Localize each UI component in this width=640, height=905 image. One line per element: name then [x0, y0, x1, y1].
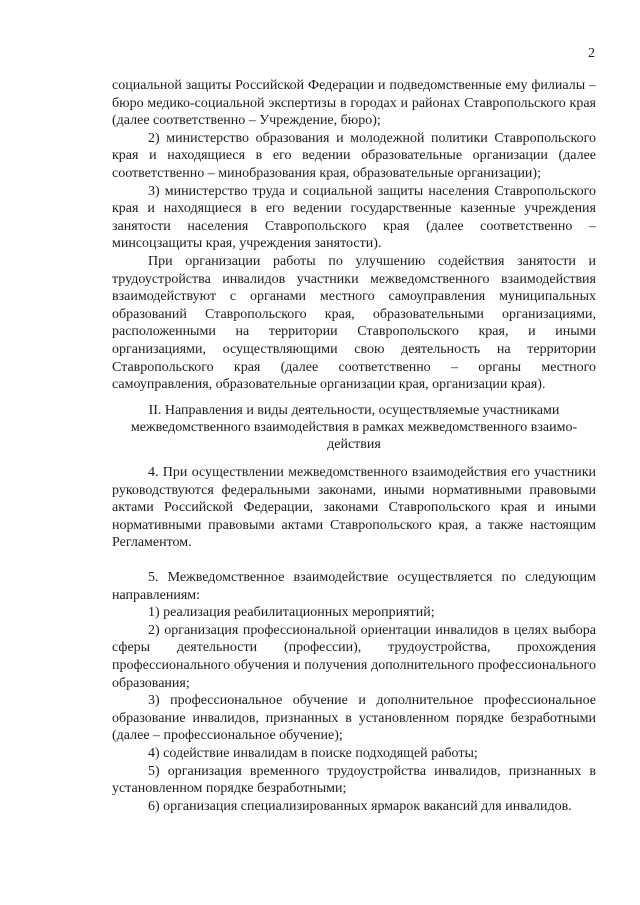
paragraph-organization-work: При организации работы по улучшению содействия занятости и трудоустройства инвалидов участники межведомственного взаимодействия взаимодействуют с органами местного самоуправления муниципальных образований Ставропольского края, образовательными организациями, расположенными на территории Ставропольского края, и иными организациями, осуществляющими свою деятельность на территории Ставропольского края (далее соответственно – органы местного самоуправления, образовательные организации края, организации края). [112, 253, 596, 393]
paragraph-item-2: 2) министерство образования и молодежной политики Ставропольского края и находящиеся в его ведении образовательные организации (далее соответственно – минобразования края, образовательные организации); [112, 130, 596, 181]
text-block-intro [112, 77, 596, 394]
section-heading-line-3: действия [327, 437, 381, 452]
text-block-point-5 [112, 569, 596, 815]
list-item-2: 2) организация профессиональной ориентации инвалидов в целях выбора сферы деятельности (профессии), трудоустройства, прохождения профессионального обучения и получения дополнительного профессионального образования; [112, 622, 596, 691]
list-item-1: 1) реализация реабилитационных мероприятий; [148, 605, 435, 621]
list-item-4: 4) содействие инвалидам в поиске подходящей работы; [148, 745, 478, 761]
list-item-3: 3) профессиональное обучение и дополнительное профессиональное образование инвалидов, признанных в установленном порядке безработными (далее – профессиональное обучение); [112, 693, 596, 744]
paragraph-point-4: 4. При осуществлении межведомственного взаимодействия его участники руководствуются федеральными законами, иными нормативными правовыми актами Российской Федерации, законами Ставропольского края и иными нормативными правовыми актами Ставропольского края, а также настоящим Регламентом. [112, 465, 596, 551]
list-item-5: 5) организация временного трудоустройства инвалидов, признанных в установленном порядке безработными; [112, 763, 596, 797]
text-block-point-4 [112, 464, 596, 552]
page-number: 2 [588, 46, 595, 61]
section-heading-line-2: межведомственного взаимодействия в рамках межведомственного взаимо- [130, 420, 578, 435]
paragraph-continuation: социальной защиты Российской Федерации и подведомственные ему филиалы – бюро медико-социальной экспертизы в городах и районах Ставропольского края (далее соответственно – Учреждение, бюро); [112, 78, 596, 129]
paragraph-item-3: 3) министерство труда и социальной защиты населения Ставропольского края и находящиеся в его ведении государственные казенные учреждения занятости населения Ставропольского края (далее соответственно – минсоцзащиты края, учреждения занятости). [112, 183, 596, 252]
section-heading [112, 402, 596, 453]
paragraph-point-5: 5. Межведомственное взаимодействие осуществляется по следующим направлениям: [112, 570, 596, 603]
list-item-6: 6) организация специализированных ярмарок вакансий для инвалидов. [148, 798, 572, 814]
section-heading-line-1: II. Направления и виды деятельности, осуществляемые участниками [148, 403, 560, 418]
